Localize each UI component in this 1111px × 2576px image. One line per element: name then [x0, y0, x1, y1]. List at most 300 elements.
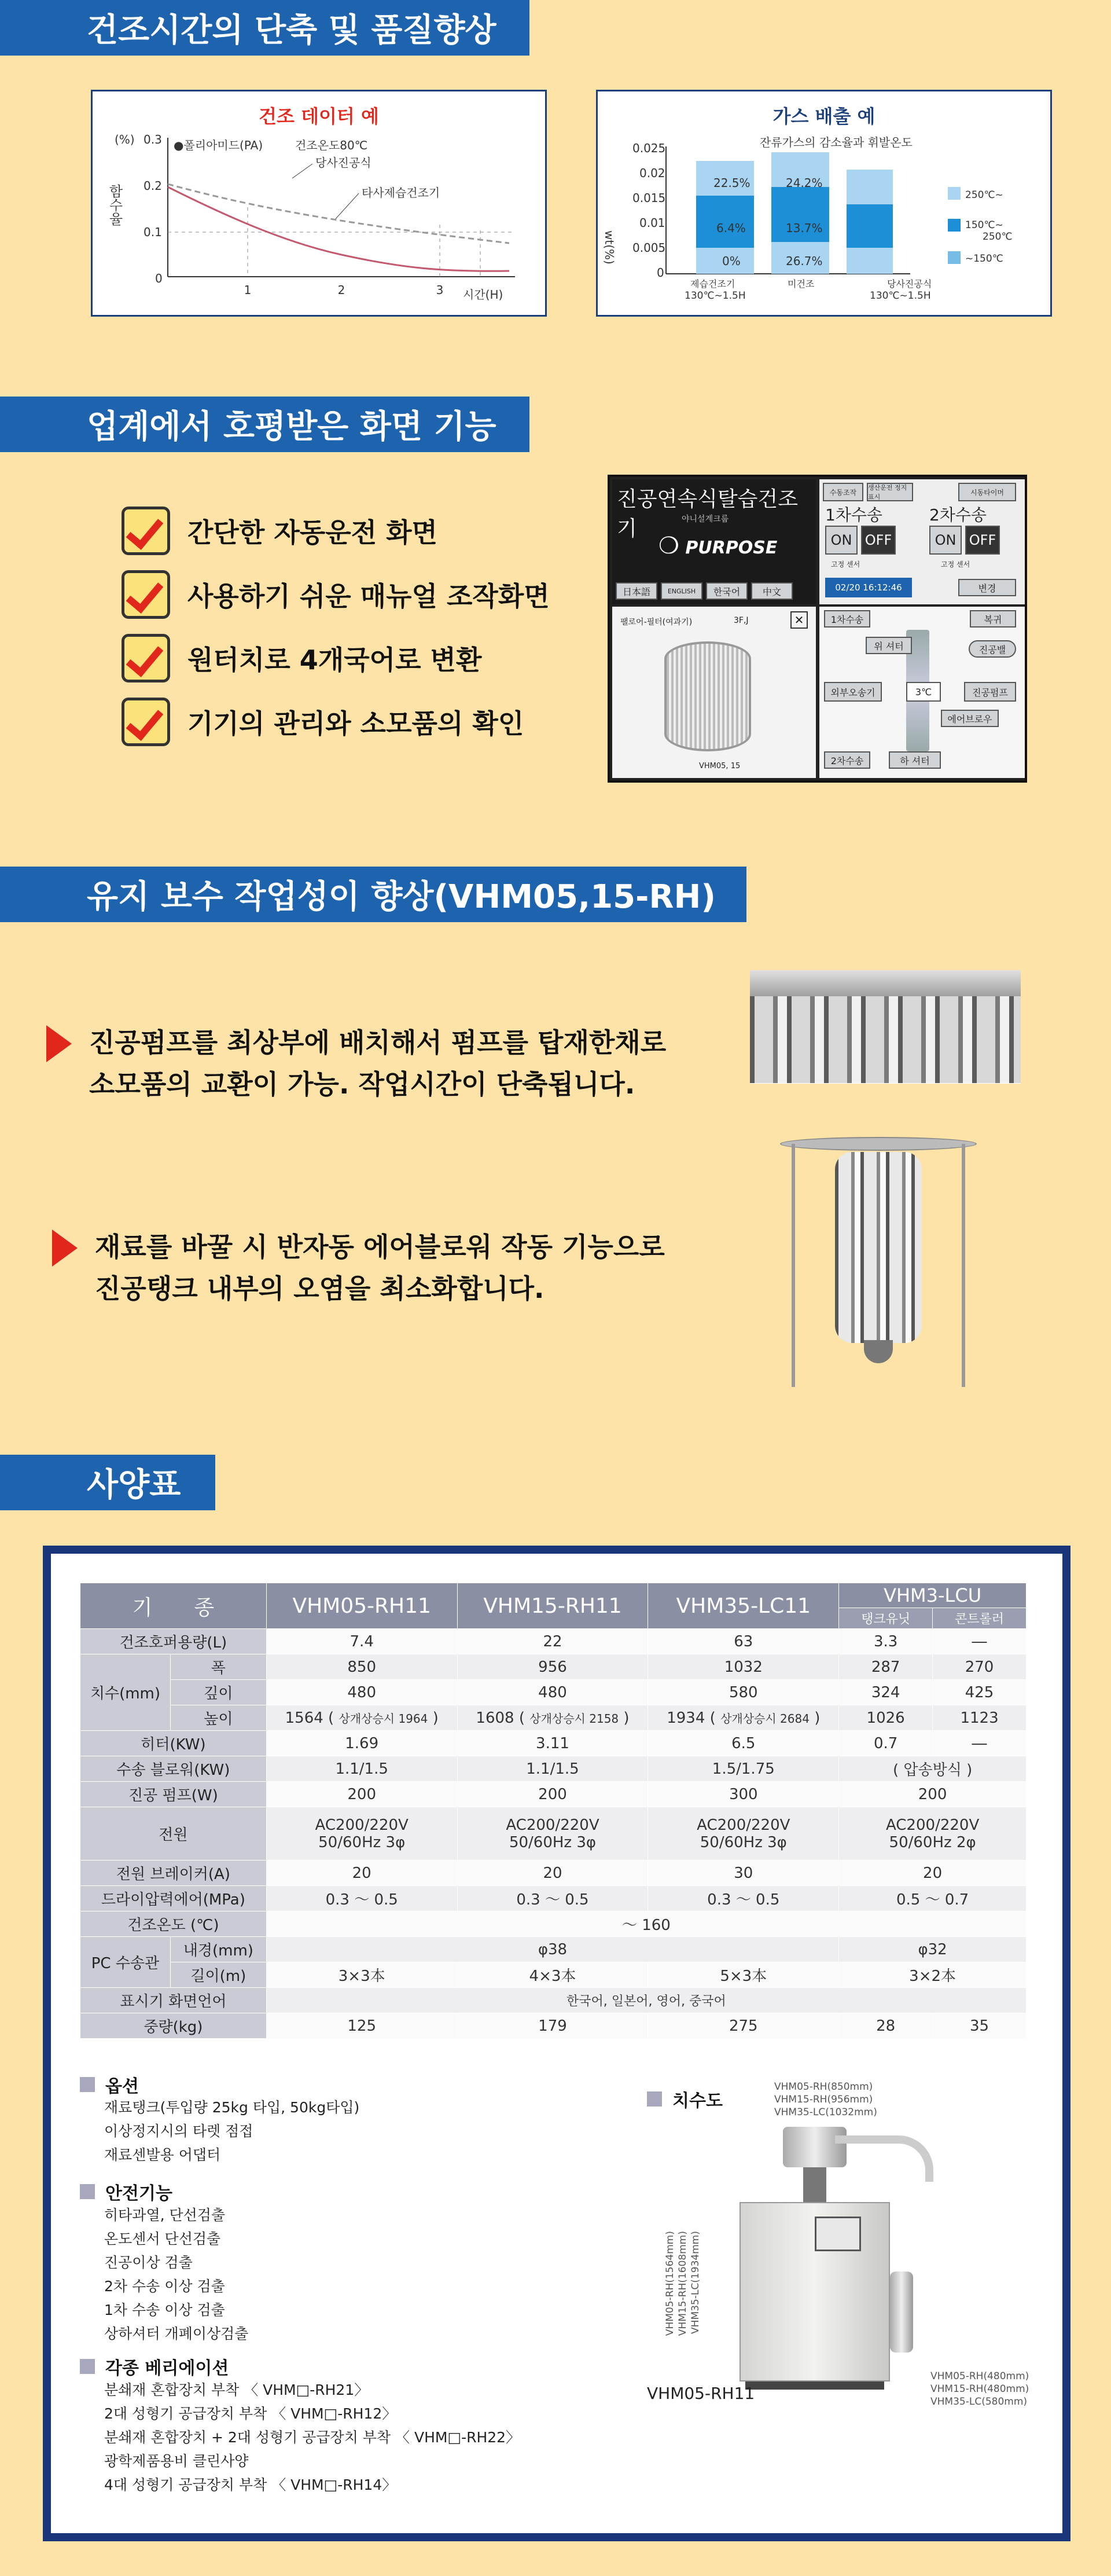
legend-swatch: [948, 219, 961, 232]
bar-segment: [847, 204, 893, 248]
row-label: 길이(m): [170, 1962, 266, 1988]
y-tick: 0.005: [632, 241, 666, 255]
touch-screen: [608, 475, 1027, 783]
table-cell: 4×3本: [457, 1962, 648, 1988]
support-rod: [792, 1144, 795, 1387]
table-row: [80, 2013, 1027, 2039]
datetime-display: 02/20 16:12:46: [825, 578, 912, 597]
button-label: 위 셔터: [874, 640, 904, 652]
list-item: 분쇄재 혼합장치 + 2대 성형기 공급장치 부착 〈 VHM□-RH22〉: [104, 2429, 521, 2446]
list-item: 재료탱크(투입량 25kg 타입, 50kg타입): [104, 2099, 360, 2116]
feature-item: [122, 507, 437, 555]
table-cell: 0.7: [839, 1731, 933, 1756]
dim-label: VHM05-RH(850mm): [774, 2081, 873, 2093]
list-item: 분쇄재 혼합장치 부착 〈 VHM□-RH21〉: [104, 2381, 369, 2398]
table-cell: 6.5: [648, 1731, 839, 1756]
cell-line: AC200/220V: [315, 1816, 409, 1834]
button-label: 변경: [978, 582, 996, 594]
checkbox-icon: [122, 698, 170, 746]
table-cell: 1.1/1.5: [457, 1756, 648, 1782]
checkbox-icon: [122, 570, 170, 619]
header-cell: VHM35-LC11: [648, 1583, 839, 1629]
table-cell: 3×3本: [266, 1962, 457, 1988]
table-cell: 480: [457, 1680, 648, 1705]
table-cell: 1934 ( 상개상승시 2684 ): [648, 1705, 839, 1731]
button-label: 진공펌프: [972, 687, 1008, 698]
manual-button[interactable]: [823, 483, 863, 501]
row-label: PC 수송관: [80, 1937, 171, 1988]
air-blow-button[interactable]: [941, 710, 999, 727]
table-cell: 한국어, 일본어, 영어, 중국어: [266, 1988, 1026, 2013]
cell-line: AC200/220V: [885, 1816, 980, 1834]
gas-subtitle: 잔류가스의 감소율과 휘발온도: [760, 135, 913, 149]
button-label: 복귀: [984, 614, 1002, 625]
timer-button[interactable]: [958, 483, 1016, 501]
x-tick: 3: [436, 283, 444, 297]
bar-segment: [847, 248, 893, 274]
table-cell: 850: [266, 1654, 457, 1680]
button-label: 1차수송: [830, 614, 864, 625]
list-item: 재료센발용 어댑터: [104, 2146, 221, 2163]
lang-label: 中文: [762, 586, 781, 597]
dim-label: VHM05-RH(480mm): [930, 2370, 1029, 2382]
data-label: 22.5%: [713, 176, 751, 190]
screen-diagram-panel: [819, 607, 1025, 778]
table-cell: 0.3 ～ 0.5: [648, 1886, 839, 1911]
y-tick: 0.2: [144, 179, 162, 193]
variations-heading: [80, 2354, 229, 2379]
maintenance-text: [95, 1226, 665, 1309]
section-title-text: 사양표: [87, 1466, 181, 1504]
bar-segment: [847, 170, 893, 204]
table-row: [80, 1911, 1027, 1937]
filter-element: [835, 1152, 922, 1343]
button-label: 시동타이머: [970, 488, 1004, 497]
maintenance-point: [52, 1226, 665, 1309]
options-heading: [80, 2072, 139, 2097]
list-item: 2대 성형기 공급장치 부착 〈 VHM□-RH12〉: [104, 2405, 397, 2422]
section-title-drying: [0, 0, 529, 56]
filter-label: 팰로어-필터(여과기): [620, 618, 693, 627]
feature-text: 원터치로 4개국어로 변환: [187, 644, 482, 676]
table-cell: 28: [839, 2013, 933, 2039]
data-label: 26.7%: [786, 254, 823, 268]
table-cell: [457, 1807, 648, 1861]
table-cell: 200: [266, 1782, 457, 1807]
status-button[interactable]: [867, 483, 913, 501]
machine-neck: [803, 2167, 826, 2202]
table-row: [80, 1807, 1027, 1861]
off-button[interactable]: [965, 526, 1000, 555]
text-line: 재료를 바꿀 시 반자동 에어블로워 작동 기능으로: [95, 1231, 665, 1263]
legend-label: 250℃: [983, 231, 1013, 243]
table-row: [80, 1654, 1027, 1680]
list-item: 상하셔터 개폐이상검출: [104, 2325, 249, 2342]
filter-tank-photo: [780, 1123, 977, 1395]
cell-line: AC200/220V: [697, 1816, 790, 1834]
button-label: 에어브로우: [947, 713, 992, 725]
list-item: 광학제품용비 클린사양: [104, 2453, 249, 2469]
button-label: 진공밸: [978, 644, 1006, 655]
lang-button-ja[interactable]: [616, 582, 657, 600]
table-row: [80, 1962, 1027, 1988]
table-row: [80, 1629, 1027, 1654]
checkbox-icon: [122, 507, 170, 555]
list-item: 4대 성형기 공급장치 부착 〈 VHM□-RH14〉: [104, 2476, 397, 2493]
y-tick: 0: [155, 271, 163, 285]
row-label: 중량(kg): [80, 2013, 267, 2039]
table-cell: ～ 160: [266, 1911, 1026, 1937]
row-label: 진공 펌프(W): [80, 1782, 267, 1807]
screen-heading: 진공연속식탈습건조기: [617, 487, 798, 541]
y-tick: 0.015: [632, 191, 666, 205]
gas-chart-svg: [598, 91, 1050, 315]
cell-line: 50/60Hz 2φ: [889, 1833, 976, 1851]
drying-chart-title: 건조 데이터 예: [259, 105, 379, 127]
data-label: 13.7%: [786, 221, 823, 235]
series-own-label: 당사진공식: [315, 156, 371, 170]
transport1-button[interactable]: [824, 610, 870, 628]
list-item: 히타과열, 단선검출: [104, 2207, 226, 2223]
return-button[interactable]: [970, 610, 1016, 628]
table-cell: 580: [648, 1680, 839, 1705]
header-cell: 콘트롤러: [933, 1608, 1027, 1629]
leader-line: [336, 193, 359, 219]
maintenance-point: [46, 1022, 666, 1105]
section-title-maintenance: [0, 867, 746, 922]
transport2-label: 2차수송: [929, 505, 987, 524]
table-cell: 1.5/1.75: [648, 1756, 839, 1782]
x-tick: 1: [244, 283, 252, 297]
legend-swatch: [948, 251, 961, 264]
y-tick: 0.025: [632, 141, 666, 155]
logo-text: PURPOSE: [685, 538, 778, 558]
row-label: 표시기 화면언어: [80, 1988, 267, 2013]
table-cell: 956: [457, 1654, 648, 1680]
dim-label: VHM35-LC(1934mm): [690, 2231, 701, 2334]
cell-note: 상개상승시 2684: [720, 1711, 810, 1726]
table-cell: 22: [457, 1629, 648, 1654]
table-cell: 287: [839, 1654, 933, 1680]
vacuum-pump-button[interactable]: [964, 682, 1016, 702]
filter-code: 3F,J: [734, 616, 749, 625]
checkbox-icon: [122, 634, 170, 682]
temp-value: 3℃: [915, 686, 932, 698]
table-cell: 1123: [933, 1705, 1027, 1731]
table-cell: φ32: [839, 1937, 1027, 1962]
drying-chart-svg: [93, 91, 545, 315]
machine-screen: [815, 2217, 861, 2251]
legend-label: 250℃~: [965, 189, 1003, 201]
cell-note: 상개상승시 2158: [529, 1711, 619, 1726]
table-cell: 1026: [839, 1705, 933, 1731]
spec-frame: [43, 1546, 1070, 2541]
row-label: 치수(mm): [80, 1654, 171, 1731]
button-label: 수동조작: [829, 488, 857, 497]
section-title-text: 업계에서 호평받은 화면 기능: [87, 408, 496, 446]
options-list: [104, 2096, 359, 2167]
cell-line: 50/60Hz 3φ: [700, 1833, 787, 1851]
table-cell: φ38: [266, 1937, 838, 1962]
button-label: OFF: [864, 532, 892, 548]
filter-model: VHM05, 15: [699, 762, 741, 770]
sensor-label: 고정 센서: [831, 560, 860, 568]
button-label: 하 셔터: [900, 755, 930, 766]
pump-fins: [750, 996, 1021, 1083]
maintenance-text: [89, 1022, 666, 1105]
y-tick: 0.02: [639, 166, 665, 180]
list-item: 진공이상 검출: [104, 2254, 193, 2271]
close-icon[interactable]: [790, 611, 808, 629]
dim-height-labels: [664, 2231, 705, 2393]
support-rod: [962, 1144, 965, 1387]
transport2-button[interactable]: [824, 751, 870, 769]
dim-label: VHM35-LC(580mm): [930, 2396, 1028, 2408]
spec-table: [80, 1583, 1027, 2039]
screen-subheading: 야니설계크룹: [682, 515, 729, 524]
heading-text: 옵션: [105, 2076, 139, 2097]
heading-text: 각종 베리에이션: [105, 2358, 229, 2379]
list-item: 1차 수송 이상 검출: [104, 2302, 225, 2318]
category-label: 당사진공식: [887, 278, 932, 289]
leader-line: [292, 164, 312, 178]
row-label: 드라이압력에어(MPa): [80, 1886, 267, 1911]
table-cell: ―: [933, 1731, 1027, 1756]
lang-button-en[interactable]: [661, 582, 702, 600]
section-title-spec: [0, 1455, 215, 1510]
table-cell: ( 압송방식 ): [839, 1756, 1027, 1782]
cell-line: 50/60Hz 3φ: [509, 1833, 597, 1851]
vacuum-pump-photo: [750, 970, 1021, 1084]
table-header-row: [80, 1583, 1027, 1608]
screen-control-panel: [819, 479, 1025, 604]
sensor-label: 고정 센서: [941, 560, 970, 568]
dim-label: VHM15-RH(1608mm): [677, 2231, 689, 2336]
table-cell: ―: [933, 1629, 1027, 1654]
table-row: [80, 1886, 1027, 1911]
table-row: [80, 1937, 1027, 1962]
data-label: 0%: [722, 254, 741, 268]
row-label: 깊이: [170, 1680, 266, 1705]
gas-chart-title: 가스 배출 예: [772, 105, 875, 127]
lang-button-ko[interactable]: [706, 582, 748, 600]
text-line: 진공탱크 내부의 오염을 최소화합니다.: [95, 1273, 545, 1304]
table-cell: 63: [648, 1629, 839, 1654]
button-label: 외부오송기: [830, 687, 875, 698]
header-cell: VHM15-RH11: [457, 1583, 648, 1629]
upper-shutter-button[interactable]: [866, 637, 912, 654]
y-tick: 0.01: [639, 216, 665, 230]
section-title-screen: [0, 397, 529, 452]
text-line: 소모품의 교환이 가능. 작업시간이 단축됩니다.: [89, 1069, 635, 1100]
row-label: 폭: [170, 1654, 266, 1680]
on-button[interactable]: [929, 526, 962, 555]
y-axis-label: wt(%): [602, 230, 616, 265]
logo-mark-icon: ❍: [658, 533, 679, 559]
cell-note: 상개상승시 1964: [339, 1711, 428, 1726]
legend-label: ~150℃: [965, 253, 1003, 265]
feature-text: 사용하기 쉬운 매뉴얼 조작화면: [187, 581, 550, 612]
machine-hose: [835, 2135, 933, 2182]
table-cell: 200: [457, 1782, 648, 1807]
list-item: 이상정지시의 타렛 점접: [104, 2123, 253, 2140]
cell-main: 1564: [285, 1709, 323, 1727]
y-tick: 0.1: [144, 225, 162, 239]
table-row: [80, 1782, 1027, 1807]
legend-material: ●폴리아미드(PA): [174, 138, 263, 152]
off-button[interactable]: [861, 526, 896, 555]
y-tick: 0.3: [144, 133, 162, 146]
table-cell: 20: [266, 1861, 457, 1886]
gas-chart-panel: [596, 90, 1052, 317]
dim-label: VHM15-RH(480mm): [930, 2383, 1029, 2395]
row-label: 전원 브레이커(A): [80, 1861, 267, 1886]
table-row: [80, 1680, 1027, 1705]
close-glyph: ✕: [794, 613, 804, 627]
legend-temp: 건조온도80℃: [295, 138, 368, 152]
table-cell: 5×3本: [648, 1962, 839, 1988]
cell-main: 1934: [667, 1709, 705, 1727]
category-label: 미건조: [788, 278, 815, 289]
screen-filter-panel: [612, 607, 816, 778]
feature-text: 기기의 관리와 소모품의 확인: [187, 708, 524, 739]
table-cell: 3.11: [457, 1731, 648, 1756]
lang-button-zh[interactable]: [751, 582, 793, 600]
feature-item: [122, 698, 524, 746]
dim-label: VHM15-RH(956mm): [774, 2094, 873, 2105]
row-label: 수송 블로워(KW): [80, 1756, 267, 1782]
machine-base: [745, 2381, 884, 2390]
dim-width-labels: [774, 2080, 877, 2119]
dim-label: VHM35-LC(1032mm): [774, 2107, 877, 2118]
table-cell: 0.5 ～ 0.7: [839, 1886, 1027, 1911]
legend-swatch: [948, 187, 961, 200]
purpose-logo: [658, 533, 777, 559]
table-cell: 125: [266, 2013, 457, 2039]
row-label: 내경(mm): [170, 1937, 266, 1962]
row-label: 건조온도 (℃): [80, 1911, 267, 1937]
table-row: [80, 1731, 1027, 1756]
table-cell: 425: [933, 1680, 1027, 1705]
dim-label: VHM05-RH(1564mm): [664, 2231, 676, 2336]
dimension-heading: [647, 2086, 723, 2112]
variations-list: [104, 2378, 520, 2497]
filter-bottom: [864, 1340, 893, 1363]
list-item: 온도센서 단선검출: [104, 2230, 221, 2247]
header-cell: 탱크유닛: [839, 1608, 933, 1629]
table-cell: 324: [839, 1680, 933, 1705]
dim-depth-labels: [930, 2370, 1029, 2408]
triangle-bullet-icon: [52, 1230, 78, 1267]
data-label: 6.4%: [716, 221, 746, 235]
safety-list: [104, 2203, 248, 2346]
table-cell: 275: [648, 2013, 839, 2039]
table-cell: 480: [266, 1680, 457, 1705]
table-cell: 270: [933, 1654, 1027, 1680]
table-cell: [266, 1807, 457, 1861]
lang-label: 日本語: [622, 586, 650, 597]
row-label: 전원: [80, 1807, 267, 1861]
row-label: 높이: [170, 1705, 266, 1731]
table-cell: 30: [648, 1861, 839, 1886]
button-label: OFF: [969, 532, 996, 548]
table-cell: 7.4: [266, 1629, 457, 1654]
table-cell: 1.69: [266, 1731, 457, 1756]
row-label: 건조호퍼용량(L): [80, 1629, 267, 1654]
transport1-label: 1차수송: [825, 505, 882, 524]
drying-chart-panel: [91, 90, 547, 317]
feature-item: [122, 634, 481, 682]
category-label: 130℃~1.5H: [870, 290, 931, 302]
button-label: 2차수송: [830, 755, 864, 766]
table-cell: 1.1/1.5: [266, 1756, 457, 1782]
cell-line: 50/60Hz 3φ: [318, 1833, 406, 1851]
text-line: 진공펌프를 최상부에 배치해서 펌프를 탑재한채로: [89, 1027, 667, 1058]
table-cell: 1032: [648, 1654, 839, 1680]
table-cell: 300: [648, 1782, 839, 1807]
button-label: ON: [935, 532, 957, 548]
table-cell: 179: [457, 2013, 648, 2039]
header-cell: VHM05-RH11: [266, 1583, 457, 1629]
category-label: 130℃~1.5H: [685, 290, 746, 302]
table-cell: 3×2本: [839, 1962, 1027, 1988]
feature-item: [122, 570, 550, 619]
category-label: 제습건조기: [690, 278, 735, 289]
list-item: 2차 수송 이상 검출: [104, 2278, 225, 2295]
lang-label: 한국어: [713, 586, 741, 597]
temp-display: [906, 682, 941, 702]
vacuum-valve-button[interactable]: [969, 640, 1016, 658]
button-label: 생산운전 정지표시: [868, 484, 907, 501]
table-cell: [839, 1807, 1027, 1861]
on-button[interactable]: [825, 526, 858, 555]
cell-main: 1608: [476, 1709, 514, 1727]
lang-label: ENGLISH: [667, 587, 696, 595]
y-unit: (%): [115, 133, 135, 146]
change-button[interactable]: [958, 579, 1016, 596]
table-row: [80, 1861, 1027, 1886]
table-cell: 3.3: [839, 1629, 933, 1654]
series-own-line: [168, 187, 509, 271]
tank-lid: [780, 1137, 977, 1151]
table-row: [80, 1705, 1027, 1731]
header-cell: 기 종: [80, 1583, 267, 1629]
header-cell: VHM3-LCU: [839, 1583, 1027, 1608]
table-cell: 1564 ( 상개상승시 1964 ): [266, 1705, 457, 1731]
table-cell: 35: [933, 2013, 1027, 2039]
filter-image: [664, 641, 751, 751]
row-label: 히터(KW): [80, 1731, 267, 1756]
table-cell: 20: [457, 1861, 648, 1886]
data-label: 24.2%: [786, 176, 823, 190]
table-cell: 20: [839, 1861, 1027, 1886]
table-cell: 0.3 ～ 0.5: [266, 1886, 457, 1911]
external-feed-button[interactable]: [824, 682, 882, 702]
series-other-line: [168, 184, 509, 243]
legend-label: 150℃~: [965, 219, 1003, 231]
table-row: [80, 1988, 1027, 2013]
table-row: [80, 1756, 1027, 1782]
screen-home-panel: [612, 479, 816, 604]
y-tick: 0: [657, 266, 664, 280]
series-other-label: 타사제습건조기: [362, 186, 440, 200]
section-title-text: 건조시간의 단축 및 품질향상: [87, 12, 496, 49]
heading-text: 안전기능: [105, 2184, 172, 2204]
table-cell: [648, 1807, 839, 1861]
button-label: ON: [830, 532, 852, 548]
feature-text: 간단한 자동운전 화면: [187, 517, 437, 548]
lower-shutter-button[interactable]: [889, 751, 941, 769]
